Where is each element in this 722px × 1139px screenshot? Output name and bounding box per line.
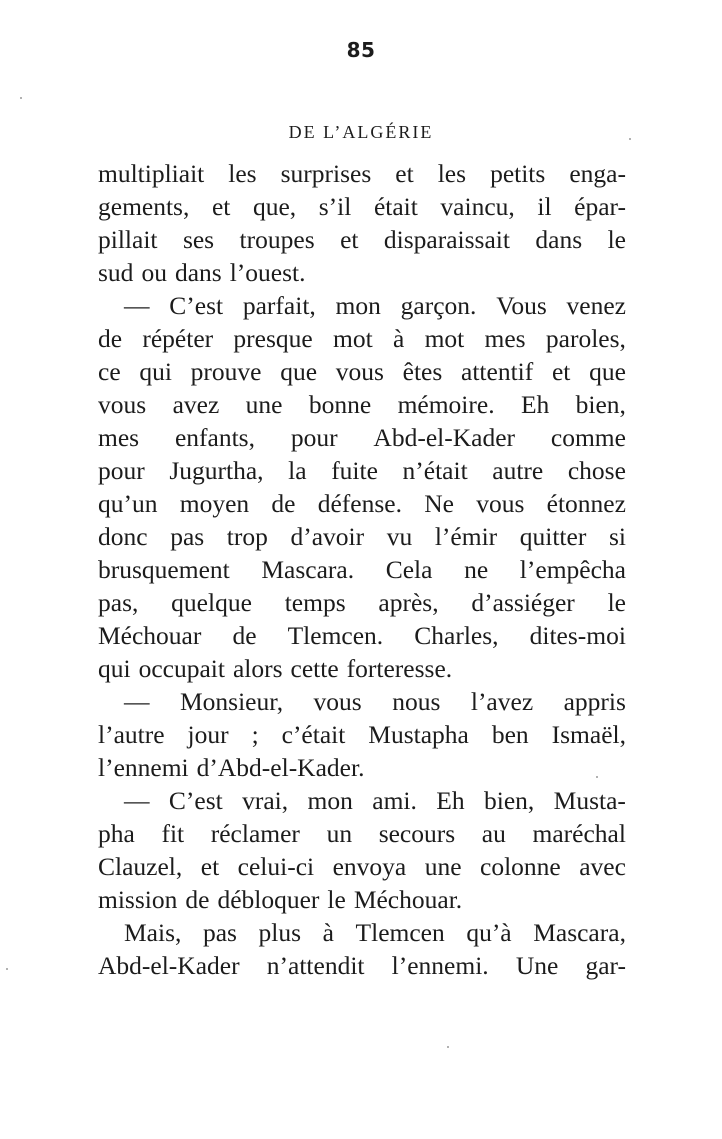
text-line: Abd-el-Kader n’attendit l’ennemi. Une gar- (98, 951, 626, 980)
text-line: sud ou dans l’ouest. (98, 258, 306, 287)
scan-speck (629, 138, 631, 140)
scan-speck (596, 776, 598, 778)
text-line: ce qui prouve que vous êtes attentif et que (98, 357, 626, 386)
text-line: Mais, pas plus à Tlemcen qu’à Mascara, (124, 918, 626, 947)
text-line: qu’un moyen de défense. Ne vous étonnez (98, 489, 626, 518)
text-line: qui occupait alors cette forteresse. (98, 654, 453, 683)
text-line: l’ennemi d’Abd-el-Kader. (98, 753, 365, 782)
text-line: pour Jugurtha, la fuite n’était autre chose (98, 456, 626, 485)
text-line: mes enfants, pour Abd-el-Kader comme (98, 423, 626, 452)
running-head: DE L’ALGÉRIE (288, 122, 434, 142)
text-line: mission de débloquer le Méchouar. (98, 885, 463, 914)
text-line: pas, quelque temps après, d’assiéger le (98, 588, 626, 617)
text-line: de répéter presque mot à mot mes paroles, (98, 324, 626, 353)
text-line: multipliait les surprises et les petits enga- (98, 159, 626, 188)
text-line: — C’est vrai, mon ami. Eh bien, Musta- (124, 786, 626, 815)
text-line: l’autre jour ; c’était Mustapha ben Ismaël, (98, 720, 626, 749)
scan-speck (20, 97, 22, 99)
text-line: — C’est parfait, mon garçon. Vous venez (124, 291, 626, 320)
text-line: gements, et que, s’il était vaincu, il épar- (98, 192, 626, 221)
text-line: pillait ses troupes et disparaissait dans le (98, 225, 626, 254)
text-line: vous avez une bonne mémoire. Eh bien, (98, 390, 626, 419)
page-number: 85 (346, 38, 376, 62)
body-text (98, 157, 626, 982)
text-line: Méchouar de Tlemcen. Charles, dites-moi (98, 621, 626, 650)
scan-speck (6, 968, 8, 970)
text-line: — Monsieur, vous nous l’avez appris (124, 687, 626, 716)
text-line: donc pas trop d’avoir vu l’émir quitter si (98, 522, 626, 551)
text-line: pha fit réclamer un secours au maréchal (98, 819, 626, 848)
text-line: brusquement Mascara. Cela ne l’empêcha (98, 555, 626, 584)
scan-speck (447, 1046, 449, 1048)
text-line: Clauzel, et celui-ci envoya une colonne avec (98, 852, 626, 881)
